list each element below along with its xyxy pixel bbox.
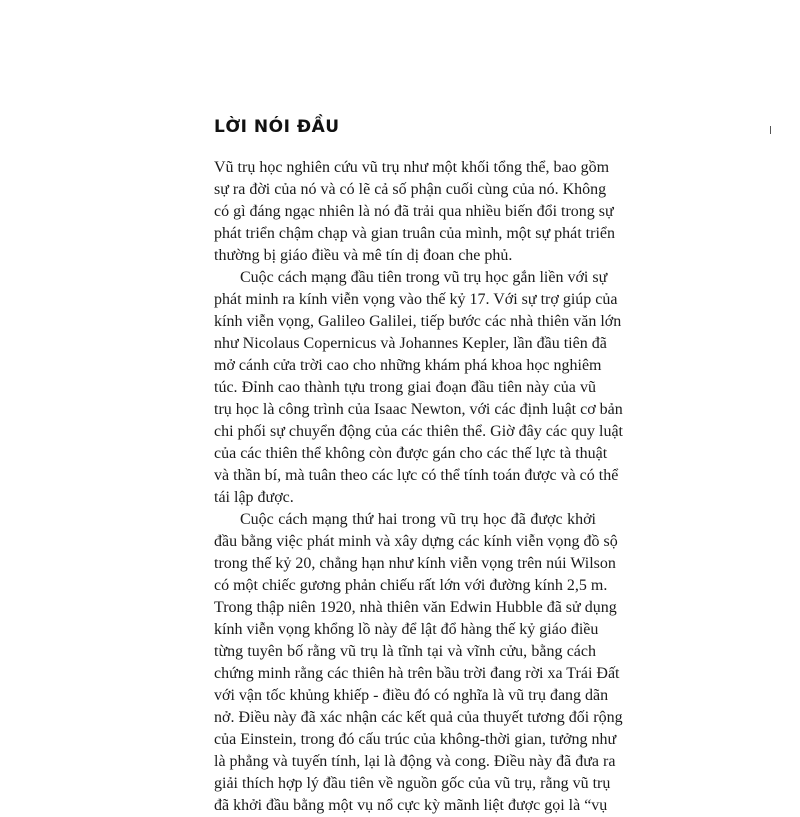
text-line: có gì đáng ngạc nhiên là nó đã trải qua nhiều biến đổi trong sự [214,203,614,220]
chapter-heading: LỜI NÓI ĐẦU [214,117,340,137]
paragraph-2 [214,267,623,509]
text-line: đầu bằng việc phát minh và xây dựng các kính viễn vọng đồ sộ [214,533,618,550]
paragraph-1 [214,157,615,267]
text-line: từng tuyên bố rằng vũ trụ là tĩnh tại và vĩnh cửu, bằng cách [214,643,596,660]
body-text [214,157,623,817]
text-line: Cuộc cách mạng đầu tiên trong vũ trụ học gắn liền với sự [240,269,608,286]
text-line: với vận tốc khủng khiếp - điều đó có nghĩa là vũ trụ đang dãn [214,687,609,704]
text-line: của Einstein, trong đó cấu trúc của không-thời gian, tưởng như [214,731,617,748]
text-line: phát minh ra kính viễn vọng vào thế kỷ 17. Với sự trợ giúp của [214,291,618,308]
text-line: chi phối sự chuyển động của các thiên thể. Giờ đây các quy luật [214,423,623,440]
page-edge-mark [770,126,771,134]
text-line: giải thích hợp lý đầu tiên về nguồn gốc của vũ trụ, rằng vũ trụ [214,775,611,792]
text-line: chứng minh rằng các thiên hà trên bầu trời đang rời xa Trái Đất [214,665,620,682]
text-line: như Nicolaus Copernicus và Johannes Kepler, lần đầu tiên đã [214,335,607,352]
text-line: của các thiên thể không còn được gán cho các thế lực tà thuật [214,445,608,462]
text-line: là phẳng và tuyến tính, lại là động và cong. Điều này đã đưa ra [214,753,616,770]
text-line: phát triển chậm chạp và gian truân của mình, một sự phát triển [214,225,615,242]
text-line: trụ học là công trình của Isaac Newton, với các định luật cơ bản [214,401,623,418]
text-line: trong thế kỷ 20, chẳng hạn như kính viễn vọng trên núi Wilson [214,555,616,572]
text-line: tái lập được. [214,489,294,506]
text-line: có một chiếc gương phản chiếu rất lớn với đường kính 2,5 m. [214,577,608,594]
paragraph-3 [214,509,623,817]
text-line: Trong thập niên 1920, nhà thiên văn Edwin Hubble đã sử dụng [214,599,617,616]
text-line: Vũ trụ học nghiên cứu vũ trụ như một khối tổng thể, bao gồm [214,159,610,176]
text-line: sự ra đời của nó và có lẽ cả số phận cuối cùng của nó. Không [214,181,607,198]
text-line: nở. Điều này đã xác nhận các kết quả của thuyết tương đối rộng [214,709,623,726]
text-line: đã khởi đầu bằng một vụ nổ cực kỳ mãnh liệt được gọi là “vụ [214,797,608,814]
text-line: mở cánh cửa trời cao cho những khám phá khoa học nghiêm [214,357,602,374]
text-line: kính viễn vọng khổng lồ này để lật đổ hàng thế kỷ giáo điều [214,621,599,638]
text-line: và thần bí, mà tuân theo các lực có thể tính toán được và có thể [214,467,619,484]
text-line: túc. Đỉnh cao thành tựu trong giai đoạn đầu tiên này của vũ [214,379,596,396]
text-line: thường bị giáo điều và mê tín dị đoan che phủ. [214,247,513,264]
text-line: kính viễn vọng, Galileo Galilei, tiếp bước các nhà thiên văn lớn [214,313,622,330]
text-line: Cuộc cách mạng thứ hai trong vũ trụ học đã được khởi [240,511,596,528]
